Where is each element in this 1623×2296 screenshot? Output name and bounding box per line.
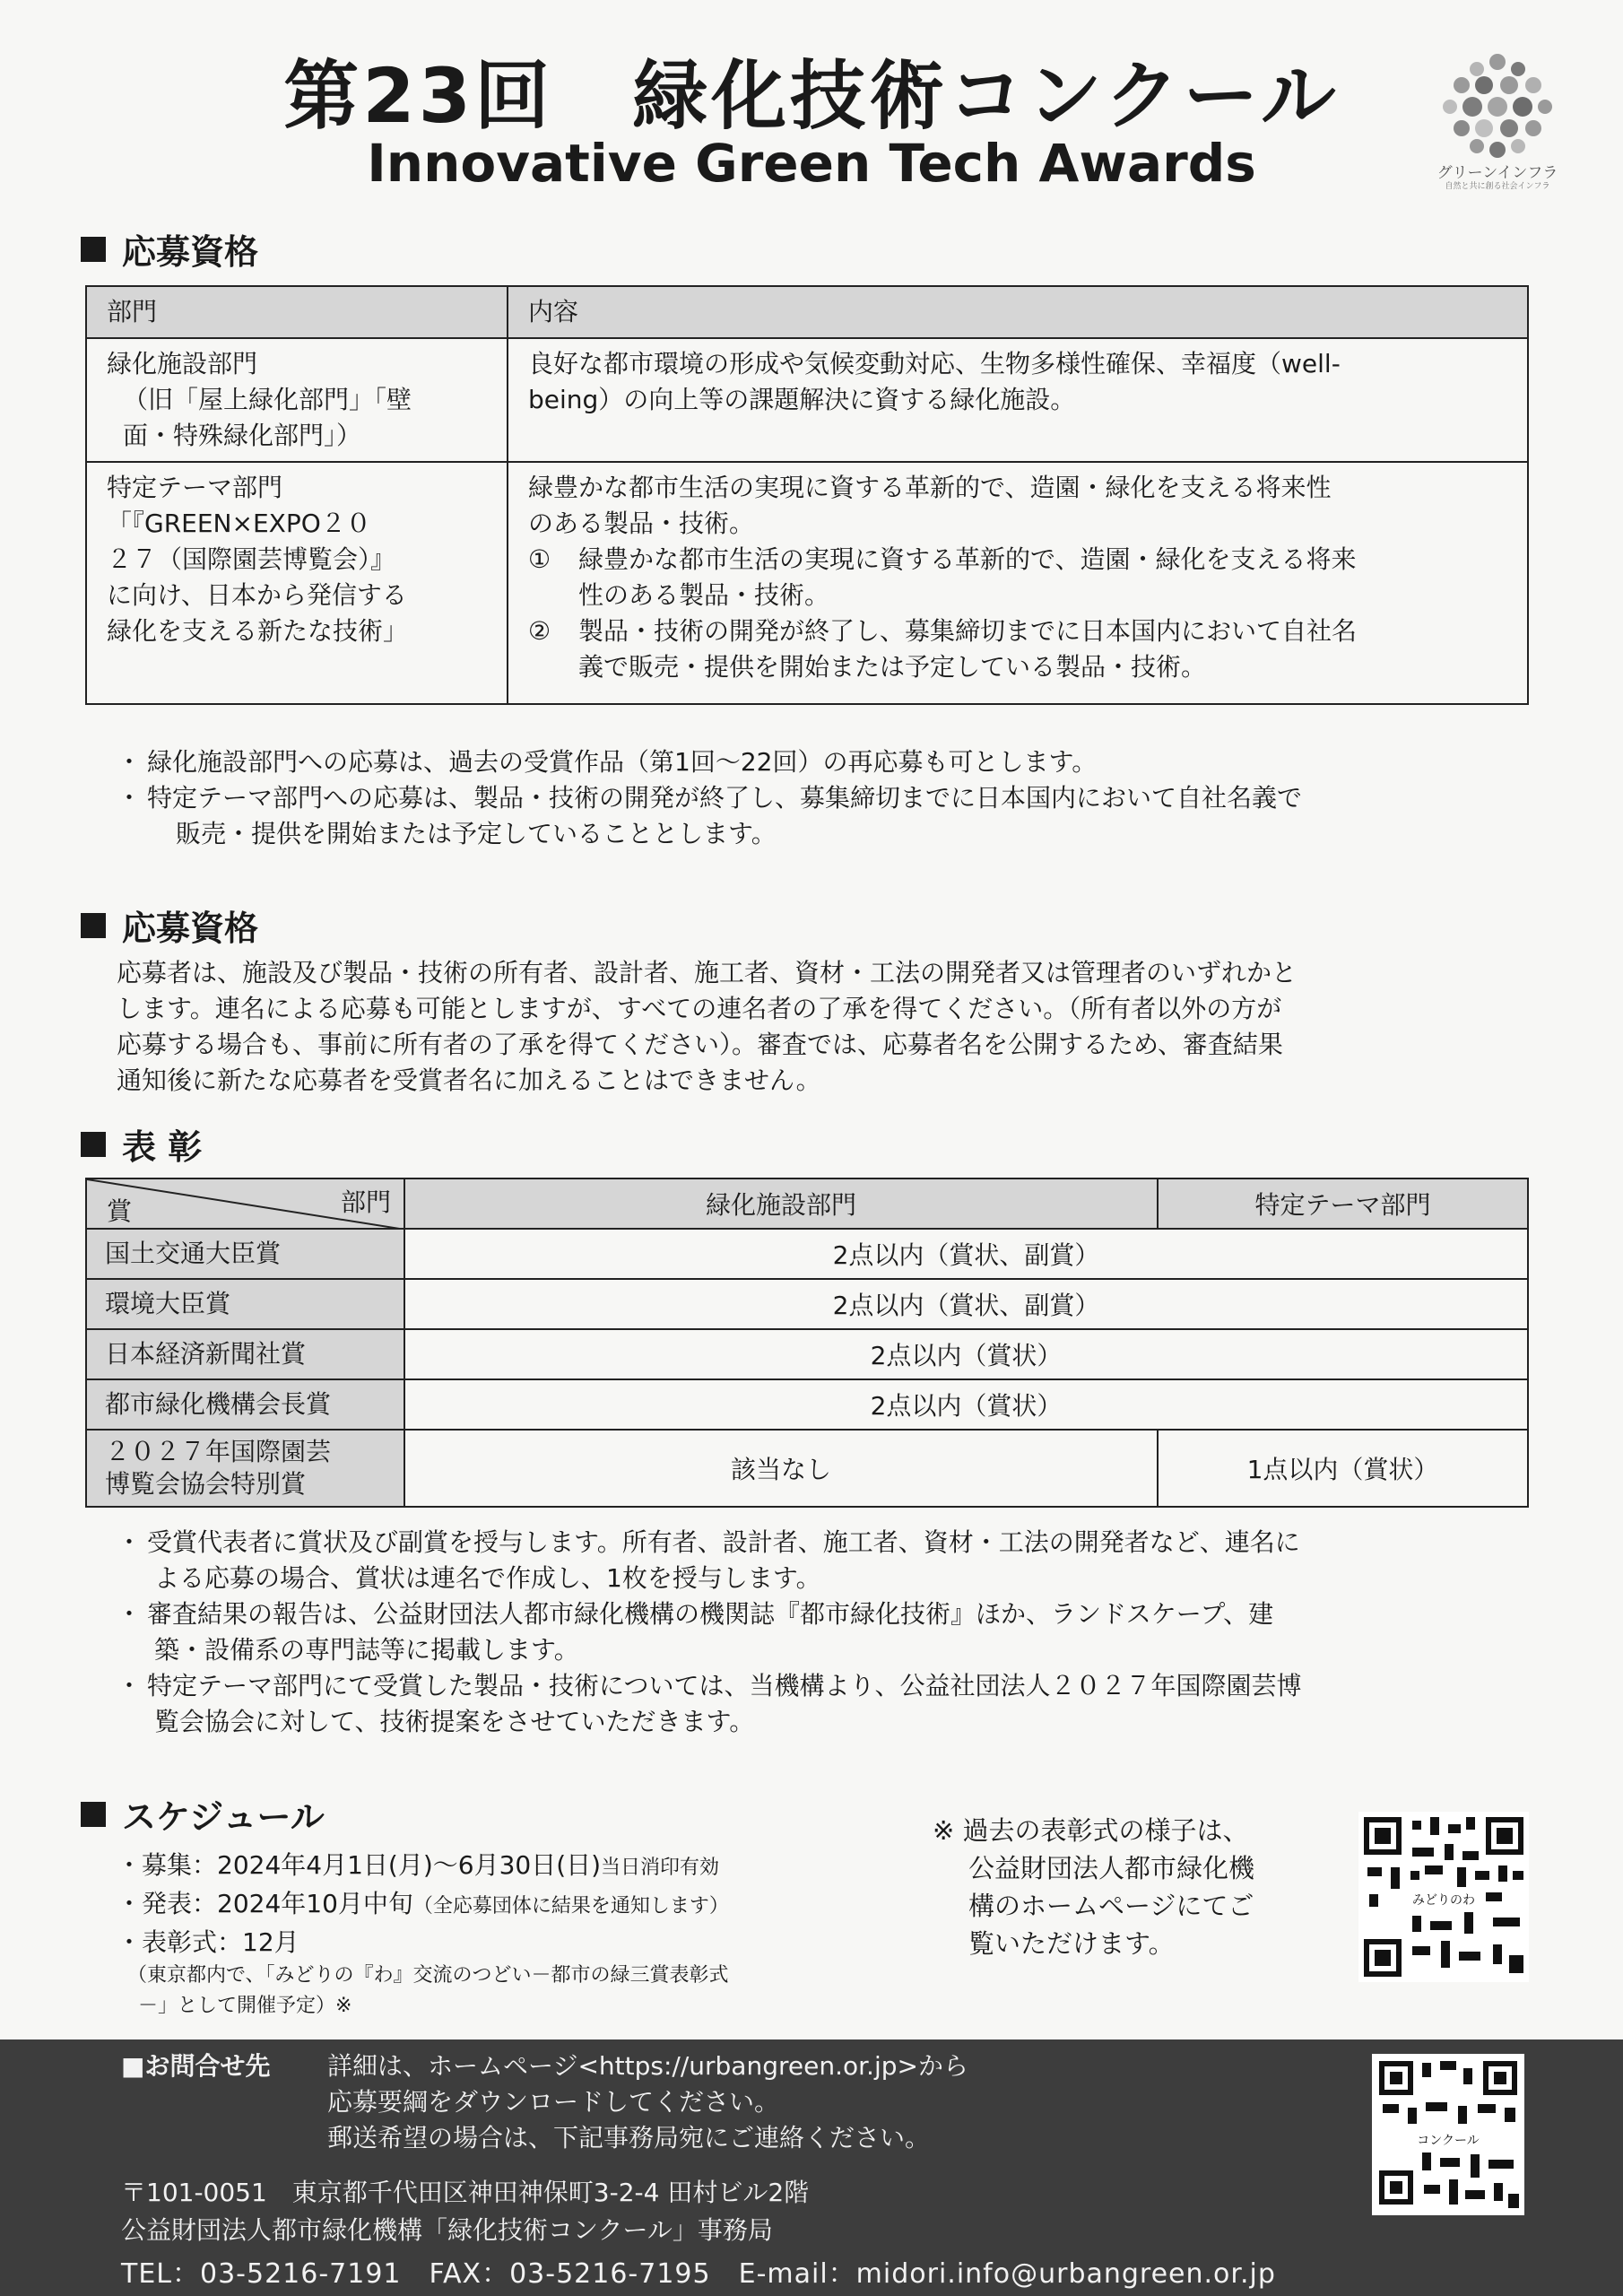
note-item: ・ 特定テーマ部門にて受賞した製品・技術については、当機構より、公益社団法人２０２７年国際園芸博 覧会協会に対して、技術提案をさせていただきます。 <box>117 1671 1302 1736</box>
table-row <box>86 338 1528 462</box>
table-row <box>86 462 1528 704</box>
logo-subtitle: 自然と共に創る社会インフラ <box>1445 182 1550 191</box>
page-subtitle-en: Innovative Green Tech Awards <box>367 133 1256 194</box>
section-heading-applicant: 応募資格 <box>81 900 258 950</box>
contact-line[interactable]: TEL：03-5216-7191 FAX：03-5216-7195 E-mail：midori.info@urbangreen.or.jp <box>121 2258 1276 2290</box>
award-amount: 2点以内（賞状） <box>404 1379 1528 1430</box>
table-row <box>86 1229 1528 1279</box>
awards-notes <box>117 1525 1551 1740</box>
qr-code-ceremony[interactable] <box>1358 1812 1529 1982</box>
column-header-dept: 部門 <box>86 286 508 338</box>
eligibility-notes <box>117 744 1551 852</box>
award-name: ２０２７年国際園芸 博覧会協会特別賞 <box>86 1430 404 1507</box>
table-row <box>86 1279 1528 1329</box>
section-heading-schedule: スケジュール <box>81 1789 325 1839</box>
award-amount: 2点以内（賞状） <box>404 1329 1528 1379</box>
award-name: 都市緑化機構会長賞 <box>86 1379 404 1430</box>
schedule-memo: （東京都内で、「みどりの『わ』交流のつどい－都市の緑三賞表彰式 －」として開催予定）※ <box>127 1964 729 2017</box>
table-header-row <box>86 286 1528 338</box>
section-heading-awards: 表 彰 <box>81 1119 202 1169</box>
eligibility-table <box>85 285 1529 705</box>
table-row <box>86 1329 1528 1379</box>
dept-cell: 特定テーマ部門 「『GREEN×EXPO２０ ２７（国際園芸博覧会）』 に向け、日本から発信する 緑化を支える新たな技術」 <box>86 462 508 704</box>
applicant-paragraph: 応募者は、施設及び製品・技術の所有者、設計者、施工者、資材・工法の開発者又は管理者のいずれかと します。連名による応募も可能としますが、すべての連名者の了承を得てください。（所有者以外の方が 応募する場合も、事前に所有者の了承を得てください）。審査では、応募者名を公開するため、審査結果 通知後に新たな応募者を受賞者名に加えることはできません。 <box>117 958 1298 1095</box>
award-name: 環境大臣賞 <box>86 1279 404 1329</box>
inquiry-label: ■お問合せ先 <box>121 2051 271 2081</box>
column-header-theme: 特定テーマ部門 <box>1158 1178 1528 1229</box>
logo-name: グリーンインフラ <box>1436 164 1558 182</box>
svg-text:みどりのわ: みどりのわ <box>1412 1893 1475 1908</box>
schedule-item: ・募集：2024年4月1日(月)～6月30日(日)当日消印有効 <box>117 1850 720 1880</box>
award-amount-greening: 該当なし <box>404 1430 1158 1507</box>
svg-text:コンクール: コンクール <box>1417 2134 1480 2148</box>
homepage-link[interactable]: 詳細は、ホームページ<https://urbangreen.or.jp>から <box>327 2051 968 2081</box>
table-row <box>86 1430 1528 1507</box>
numbered-item: ② 製品・技術の開発が終了し、募集締切までに日本国内において自社名 義で販売・提供を開始または予定している製品・技術。 <box>528 616 1358 682</box>
page-title: 第23回 緑化技術コンクール <box>283 52 1340 140</box>
note-item: ・ 特定テーマ部門への応募は、製品・技術の開発が終了し、募集締切までに日本国内において自社名義で 販売・提供を開始または予定していることとします。 <box>117 783 1303 848</box>
office-address: 〒101-0051 東京都千代田区神田神保町3-2-4 田村ビル2階 公益財団法人都市緑化機構「緑化技術コンクール」事務局 <box>121 2178 810 2245</box>
schedule-list <box>117 1848 729 2022</box>
award-amount-theme: 1点以内（賞状） <box>1158 1430 1528 1507</box>
square-bullet-icon <box>81 237 106 262</box>
note-item: ・ 審査結果の報告は、公益財団法人都市緑化機構の機関誌『都市緑化技術』ほか、ランドスケープ、建 築・設備系の専門誌等に掲載します。 <box>117 1599 1274 1665</box>
schedule-item: ・表彰式：12月 <box>117 1927 299 1957</box>
numbered-item: ① 緑豊かな都市生活の実現に資する革新的で、造園・緑化を支える将来 性のある製品・技術。 <box>528 544 1357 610</box>
square-bullet-icon <box>81 1802 106 1827</box>
note-item: ・ 緑化施設部門への応募は、過去の受賞作品（第1回～22回）の再応募も可とします。 <box>117 747 1098 777</box>
section-heading-eligibility: 応募資格 <box>81 224 258 274</box>
award-amount: 2点以内（賞状、副賞） <box>404 1229 1528 1279</box>
table-header-row <box>86 1178 1528 1229</box>
dept-cell: 緑化施設部門 （旧「屋上緑化部門」「壁 面・特殊緑化部門」） <box>86 338 508 462</box>
diagonal-header-cell: 賞 部門 <box>86 1178 404 1229</box>
content-cell: 良好な都市環境の形成や気候変動対応、生物多様性確保、幸福度（well- being）の向上等の課題解決に資する緑化施設。 <box>508 338 1528 462</box>
past-ceremony-note: ※ 過去の表彰式の様子は、 公益財団法人都市緑化機 構のホームページにてご 覧いただけます。 <box>933 1815 1255 1959</box>
table-row <box>86 1379 1528 1430</box>
inquiry-detail: 詳細は、ホームページ<https://urbangreen.or.jp>から 応募要綱をダウンロードしてください。 郵送希望の場合は、下記事務局宛にご連絡ください。 <box>327 2048 968 2156</box>
schedule-item: ・発表：2024年10月中旬（全応募団体に結果を通知します） <box>117 1889 729 1918</box>
column-header-content: 内容 <box>508 286 1528 338</box>
square-bullet-icon <box>81 913 106 938</box>
awards-table <box>85 1178 1529 1508</box>
content-cell: 緑豊かな都市生活の実現に資する革新的で、造園・緑化を支える将来性 のある製品・技術。 ① 緑豊かな都市生活の実現に資する革新的で、造園・緑化を支える将来 性のある製品・技術。 ② 製品・技術の開発が終了し、募集締切までに日本国内において自社名 義で販売・提供を開始または予定している製品・技術。 <box>508 462 1528 704</box>
column-header-greening: 緑化施設部門 <box>404 1178 1158 1229</box>
footer-contact-panel <box>0 2039 1623 2296</box>
qr-code-contest[interactable] <box>1372 2054 1524 2215</box>
award-name: 国土交通大臣賞 <box>86 1229 404 1279</box>
square-bullet-icon <box>81 1132 106 1157</box>
award-name: 日本経済新聞社賞 <box>86 1329 404 1379</box>
award-amount: 2点以内（賞状、副賞） <box>404 1279 1528 1329</box>
note-item: ・ 受賞代表者に賞状及び副賞を授与します。所有者、設計者、施工者、資材・工法の開発者など、連名に よる応募の場合、賞状は連名で作成し、1枚を授与します。 <box>117 1527 1300 1593</box>
